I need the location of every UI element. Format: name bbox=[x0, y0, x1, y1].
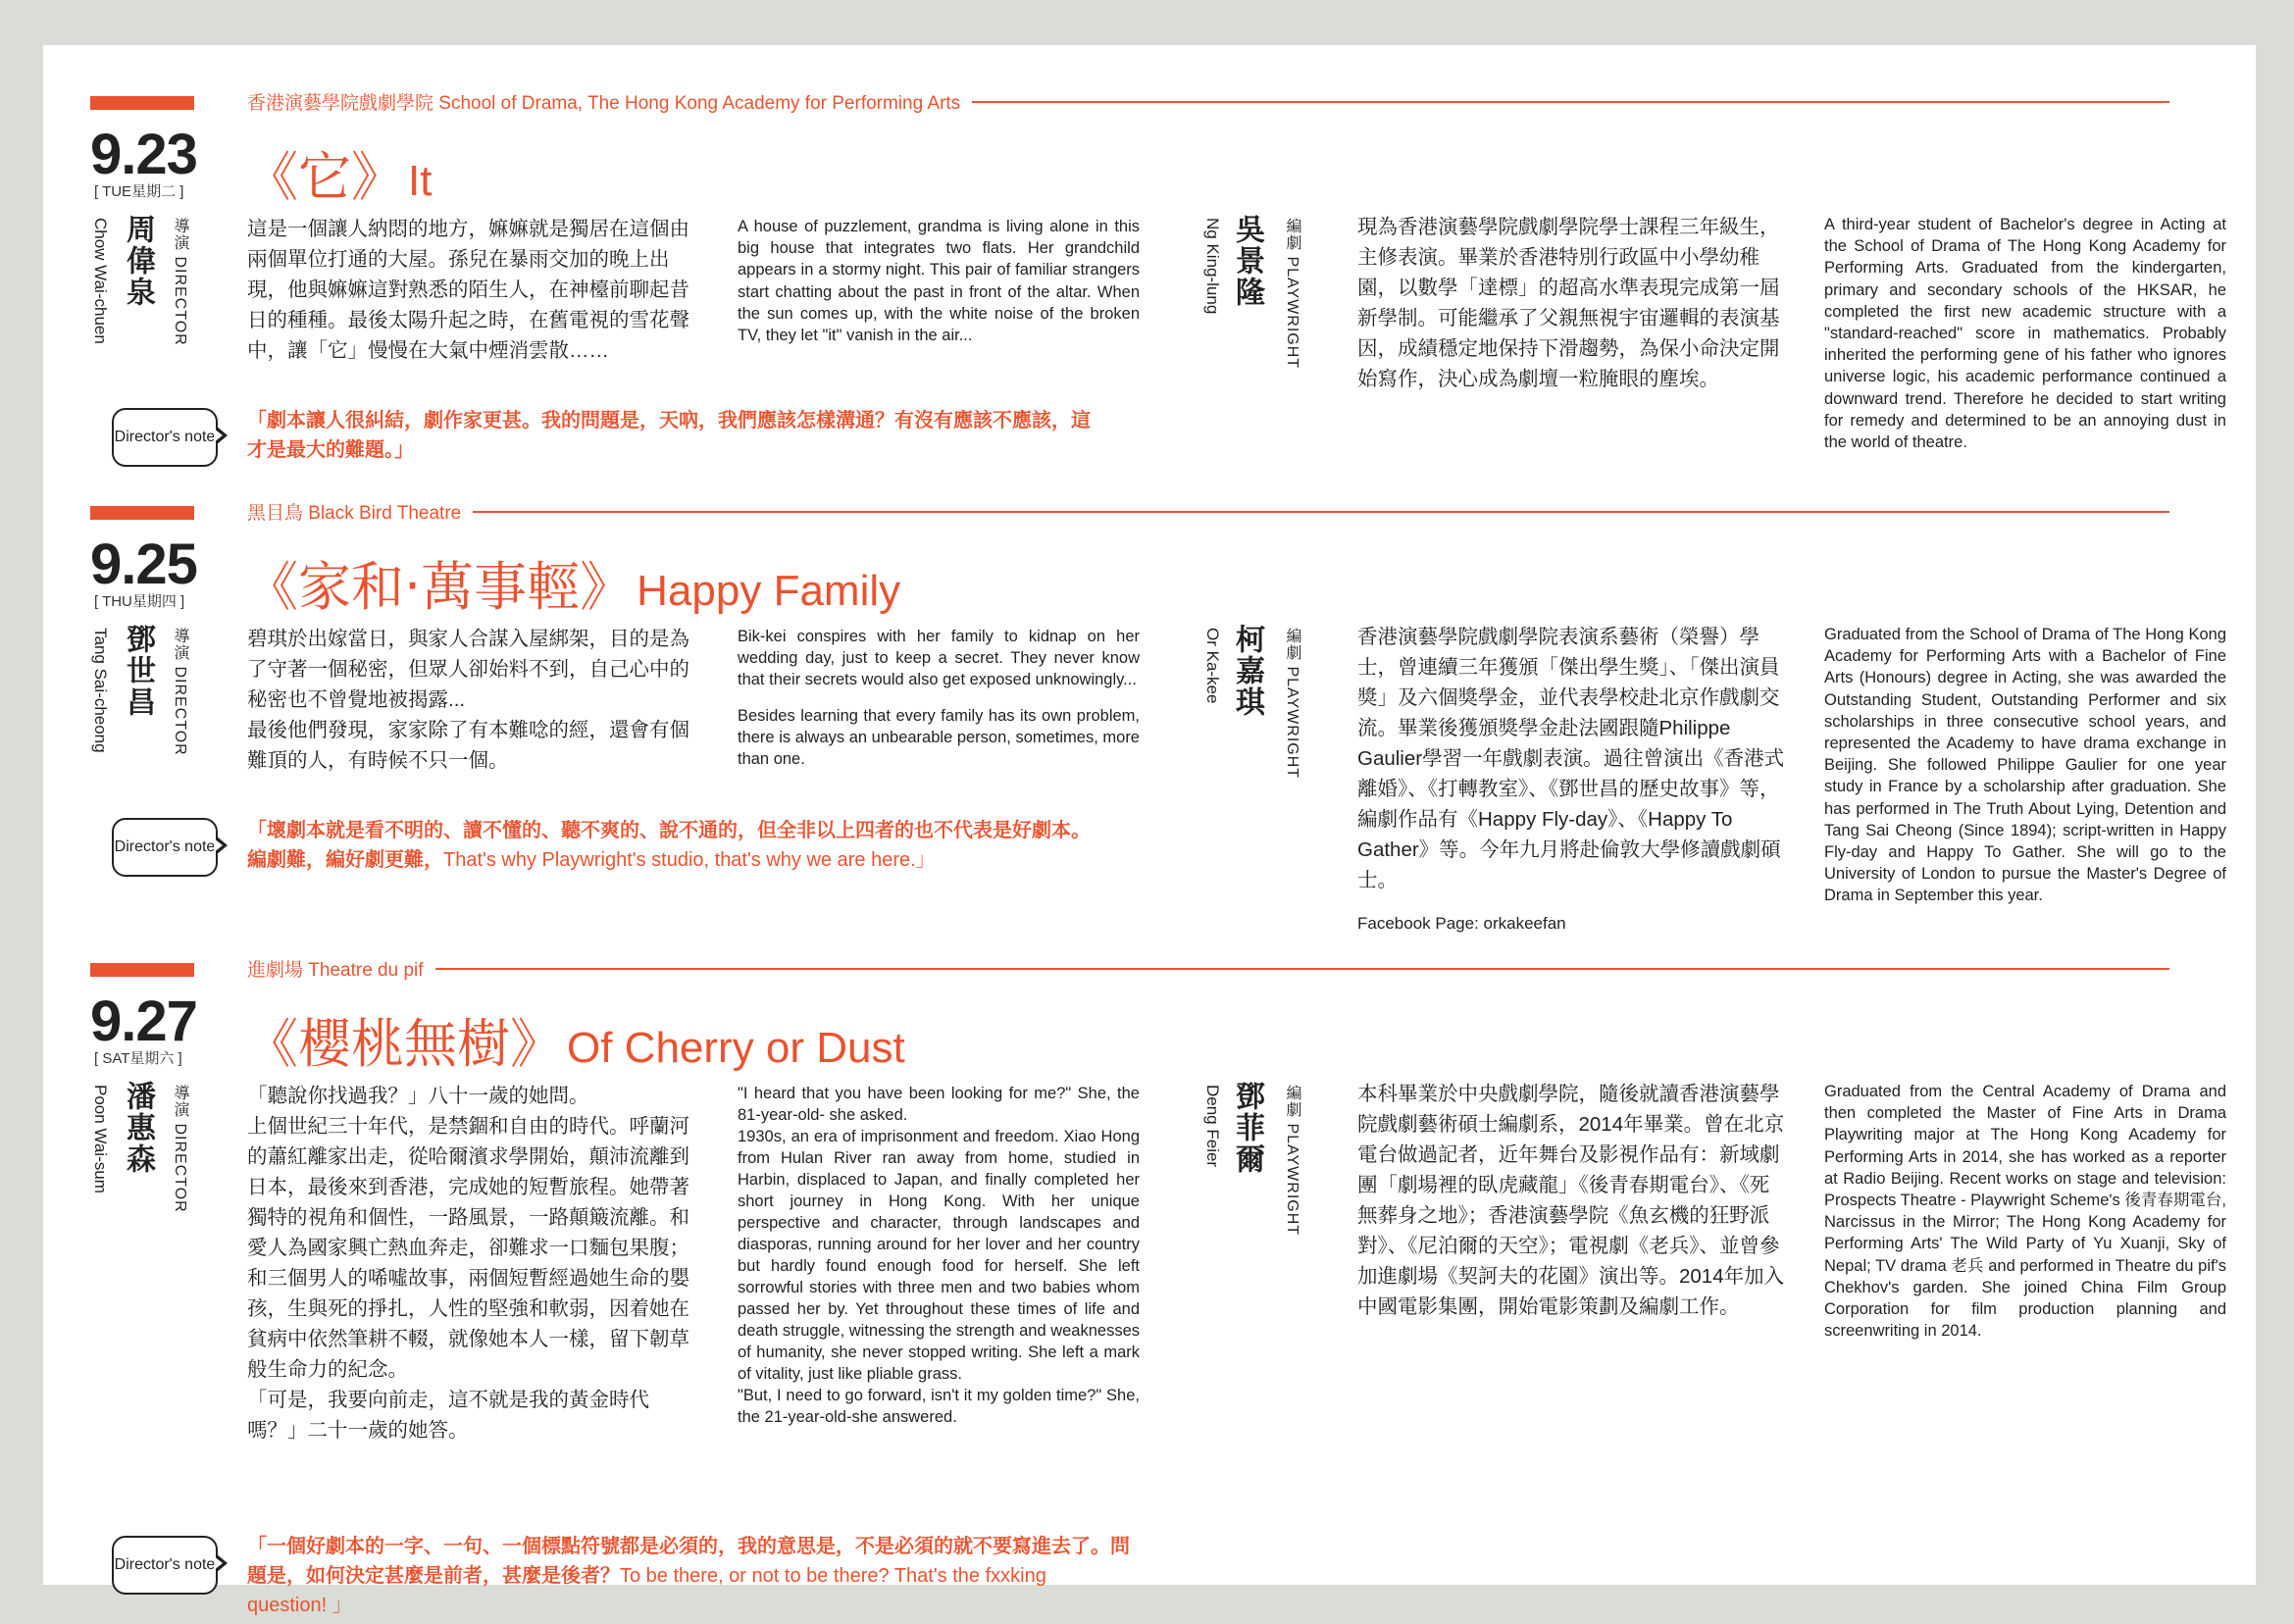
accent-bar bbox=[90, 96, 194, 110]
organizer-name: 進劇場 Theatre du pif bbox=[247, 955, 435, 982]
directors-note: 「劇本讓人很糾結，劇作家更甚。我的問題是，天吶，我們應該怎樣溝通？有沒有應該不應該，這才是最大的難題。」 bbox=[247, 410, 1091, 461]
playwright-bio-zh: 現為香港演藝學院戲劇學院學士課程三年級生，主修表演。畢業於香港特別行政區中小學幼稚園，以數學「達標」的超高水準表現完成第一屆新學制。可能繼承了父親無視宇宙邏輯的表演基因，成績穩定地保持下滑趨勢，為保小命決定開始寫作，決心成為劇壇一粒腌眼的塵埃。 bbox=[1357, 216, 1780, 390]
event-date: 9.23 bbox=[90, 123, 197, 186]
director-role: 導演 DIRECTOR bbox=[172, 628, 188, 756]
directors-note-badge: Director's note bbox=[112, 408, 218, 467]
playwright-role: 編劇 PLAYWRIGHT bbox=[1284, 628, 1300, 780]
accent-bar bbox=[90, 506, 194, 520]
directors-note: 「壞劇本就是看不明的、讀不懂的、聽不爽的、說不通的，但全非以上四者的也不代表是好劇本。編劇難，編好劇更難，That's why Playwright's studio, that's why we are here.」 bbox=[247, 820, 1091, 871]
divider-line bbox=[247, 511, 2169, 513]
playwright-role: 編劇 PLAYWRIGHT bbox=[1284, 218, 1300, 370]
synopsis-zh: 這是一個讓人納悶的地方，嫲嫲就是獨居在這個由兩個單位打通的大屋。孫兒在暴雨交加的晚上出現，他與嫲嫲這對熟悉的陌生人，在神檯前聊起昔日的種種。最後太陽升起之時，在舊電視的雪花聲中，讓「它」慢慢在大氣中煙消雲散…… bbox=[247, 218, 689, 362]
play-title-zh: 《它》 bbox=[245, 148, 404, 207]
organizer-name: 黑目鳥 Black Bird Theatre bbox=[247, 498, 473, 525]
event-9-27 bbox=[43, 912, 2256, 1616]
playwright-name-en: Ng King-lung bbox=[1203, 218, 1222, 315]
synopsis-zh: 碧琪於出嫁當日，與家人合謀入屋綁架，目的是為了守著一個秘密，但眾人卻始料不到，自己心中的秘密也不曾覺地被揭露... 最後他們發現，家家除了有本難唸的經，還會有個難頂的人，有時候不只一個。 bbox=[247, 628, 689, 772]
directors-note-badge: Director's note bbox=[112, 818, 218, 877]
playwright-bio-en: A third-year student of Bachelor's degree in Acting at the School of Drama of The Hong Kong Academy for Performing Arts. Graduated from the kindergarten, primary and secondary schools of the HKSAR, he completed the first new academic structure with a "standard-reached" score in mathematics. Probably inherited the performing gene of his father who ignores universe logic, his academic performance continued a downward trend. Therefore he decided to start writing for remedy and determined to be an annoying dust in the world of theatre. bbox=[1824, 216, 2226, 452]
synopsis-zh: 「聽說你找過我？」八十一歲的她問。 上個世紀三十年代，是禁錮和自由的時代。呼蘭河的蕭紅離家出走，從哈爾濱求學開始，顛沛流離到日本，最後來到香港，完成她的短暫旅程。她帶著獨特的視角和個性，一路風景，一路顛簸流離。和愛人為國家興亡熱血奔走，卻難求一口麵包果腹；和三個男人的唏噓故事，兩個短暫經過她生命的嬰孩，生與死的掙扎，人性的堅強和軟弱，因着她在貧病中依然筆耕不輟，就像她本人一樣，留下韌草般生命力的紀念。 「可是，我要向前走，這不就是我的黃金時代嗎？」二十一歲的她答。 bbox=[247, 1085, 689, 1442]
director-name-zh: 鄧世昌 bbox=[122, 624, 154, 718]
director-role: 導演 DIRECTOR bbox=[172, 218, 188, 346]
playwright-bio-zh: 本科畢業於中央戲劇學院，隨後就讀香港演藝學院戲劇藝術碩士編劇系，2014年畢業。曾在北京電台做過記者，近年舞台及影視作品有：新域劇團「劇場裡的臥虎藏龍」《後青春期電台》、《死無葬身之地》；香港演藝學院《魚玄機的狂野派對》、《尼泊爾的天空》；電視劇《老兵》、並曾參加進劇場《契訶夫的花園》演出等。2014年加入中國電影集團，開始電影策劃及編劇工作。 bbox=[1357, 1083, 1785, 1318]
director-role: 導演 DIRECTOR bbox=[172, 1085, 188, 1213]
event-weekday: [ TUE星期二 ] bbox=[94, 183, 184, 200]
synopsis-en: Bik-kei conspires with her family to kidnap on her wedding day, just to keep a secret. They never know that their secrets would also get exposed unknowingly... Besides learning that every family has its own problem, there is always an unbearable person, sometimes, more than one. bbox=[738, 628, 1140, 769]
facebook-page: Facebook Page: orkakeefan bbox=[1357, 914, 1566, 933]
playwright-role: 編劇 PLAYWRIGHT bbox=[1284, 1085, 1300, 1237]
play-title-en: Happy Family bbox=[637, 567, 901, 615]
directors-note: 「一個好劇本的一字、一句、一個標點符號都是必須的，我的意思是，不是必須的就不要寫進去了。問題是，如何決定甚麼是前者，甚麼是後者？To be there, or not to be there? That's the fxxking question! 」 bbox=[247, 1536, 1130, 1616]
event-weekday: [ SAT星期六 ] bbox=[94, 1050, 182, 1067]
bubble-tail bbox=[216, 836, 228, 855]
director-name-en: Tang Sai-cheong bbox=[91, 628, 110, 753]
program-page bbox=[43, 45, 2256, 1616]
play-title-en: Of Cherry or Dust bbox=[567, 1024, 905, 1072]
event-9-25 bbox=[43, 455, 2256, 933]
play-title bbox=[245, 135, 432, 211]
director-name-en: Poon Wai-sum bbox=[91, 1085, 110, 1193]
synopsis-en: "I heard that you have been looking for me?" She, the 81-year-old- she asked. 1930s, an era of imprisonment and freedom. Xiao Hong from Hulan River ran away from home, studied in Harbin, displaced to Japan, and finally completed her short journey in Hong Kong. With her unique perspective and character, through landscapes and diasporas, running around for her lover and her country but hardly found enough food for herself. She left sorrowful stories with three men and two babies whom passed her by. Yet throughout these times of life and death struggle, witnessing the strength and weaknesses of humanity, she never stopped writing. She left a mark of vitality, just like pliable grass. "But, I need to go forward, isn't it my golden time?" She, the 21-year-old-she answered. bbox=[738, 1085, 1141, 1426]
event-date: 9.25 bbox=[90, 533, 197, 596]
bubble-tail bbox=[216, 1553, 228, 1573]
bubble-tail bbox=[216, 426, 228, 445]
synopsis-en: A house of puzzlement, grandma is living alone in this big house that integrates two flats. Her grandchild appears in a stormy night. This pair of familiar strangers start chatting about the past in front of the altar. When the sun comes up, with the white noise of the broken TV, they let "it" vanish in the air... bbox=[738, 218, 1140, 345]
play-title bbox=[245, 1002, 905, 1078]
organizer-name: 香港演藝學院戲劇學院 School of Drama, The Hong Kong Academy for Performing Arts bbox=[247, 88, 972, 115]
playwright-bio-en: Graduated from the Central Academy of Drama and then completed the Master of Fine Arts in Drama Playwriting major at The Hong Kong Academy for Performing Arts in 2014, she has worked as a reporter at Radio Beijing. Recent works on stage and television: Prospects Theatre - Playwright Scheme's 後青春期電台, Narcissus in the Mirror; The Hong Kong Academy for Performing Arts' The Wild Party of Yu Xuanji, Sky of Nepal; TV drama 老兵 and performed in Theatre du pif's Chekhov's garden. She joined China Film Group Corporation for film production planning and screenwriting in 2014. bbox=[1824, 1083, 2226, 1341]
playwright-bio-zh: 香港演藝學院戲劇學院表演系藝術（榮譽）學士，曾連續三年獲頒「傑出學生獎」、「傑出演員獎」及六個獎學金，並代表學校赴北京作戲劇交流。畢業後獲頒獎學金赴法國跟隨Philippe Gaulier學習一年戲劇表演。過往曾演出《香港式離婚》、《打轉教室》、《鄧世昌的歷史故事》等，編劇作品有《Happy Fly-day》、《Happy To Gather》等。今年九月將赴倫敦大學修讀戲劇碩士。 bbox=[1357, 626, 1785, 891]
playwright-name-zh: 柯嘉琪 bbox=[1231, 624, 1263, 718]
playwright-bio-en: Graduated from the School of Drama of The Hong Kong Academy for Performing Arts with a Bachelor of Fine Arts (Honours) degree in Acting, she was awarded the Outstanding Student, Outstanding Performer and six scholarships in three consecutive school years, and represented the Academy to have drama exchange in Beijing. She followed Philippe Gaulier for one year study in France by a scholarship after graduation. She has performed in The Truth About Lying, Detention and Tang Sai Cheong (Since 1894); script-written in Happy Fly-day and Happy To Gather. She will go to the University of London to pursue the Master's Degree of Drama in September this year. bbox=[1824, 626, 2226, 905]
event-9-23 bbox=[43, 45, 2256, 506]
play-title bbox=[245, 545, 900, 621]
directors-note-badge: Director's note bbox=[112, 1536, 218, 1595]
director-name-zh: 周偉泉 bbox=[122, 214, 154, 308]
event-weekday: [ THU星期四 ] bbox=[94, 593, 185, 610]
playwright-name-en: Or Ka-kee bbox=[1203, 628, 1222, 704]
play-title-zh: 《家和‧萬事輕》 bbox=[245, 558, 634, 617]
play-title-zh: 《櫻桃無樹》 bbox=[245, 1015, 563, 1074]
accent-bar bbox=[90, 963, 194, 977]
playwright-name-zh: 鄧菲爾 bbox=[1231, 1081, 1263, 1175]
play-title-en: It bbox=[408, 157, 433, 205]
playwright-name-en: Deng Feier bbox=[1203, 1085, 1222, 1168]
playwright-name-zh: 吳景隆 bbox=[1231, 214, 1263, 308]
divider-line bbox=[247, 968, 2169, 970]
director-name-en: Chow Wai-chuen bbox=[91, 218, 110, 344]
event-date: 9.27 bbox=[90, 990, 197, 1053]
director-name-zh: 潘惠森 bbox=[122, 1081, 154, 1175]
